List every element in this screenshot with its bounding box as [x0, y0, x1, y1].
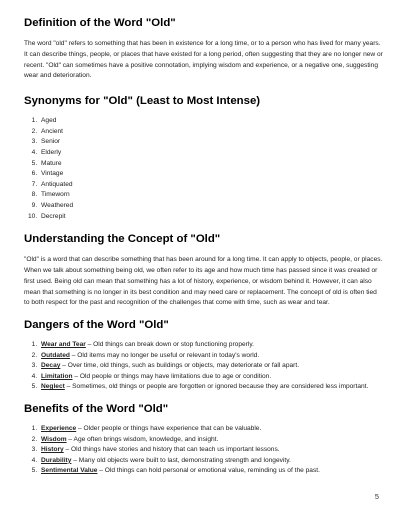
definition-paragraph: The word "old" refers to something that has been in existence for a long time, or to a person who has lived for many years. It can describe things, people, or places that have existed for a long period, often suggesting that they are no longer new or recent. "Old" can sometimes have a positive connotation, implying wisdom and experience, or a negative one, suggesting wear and deterioration. — [24, 40, 383, 80]
synonym-item: 9. Weathered — [39, 201, 384, 212]
danger-term: Decay — [41, 362, 61, 370]
benefit-text: – Age often brings wisdom, knowledge, and insight. — [66, 435, 219, 443]
danger-item — [39, 351, 384, 362]
document-page — [24, 16, 384, 477]
benefit-text: – Old things have stories and history that can teach us important lessons. — [63, 446, 280, 454]
danger-item — [39, 382, 384, 393]
benefit-term: Wisdom — [41, 435, 67, 443]
benefit-item — [39, 445, 384, 456]
dangers-list — [24, 340, 384, 393]
danger-term: Limitation — [41, 372, 73, 380]
benefit-text: – Many old objects were built to last, demonstrating strength and longevity. — [71, 456, 291, 464]
synonym-item: 10. Decrepit — [39, 212, 384, 223]
synonyms-heading: Synonyms for "Old" (Least to Most Intense) — [24, 95, 261, 108]
danger-term: Neglect — [41, 383, 65, 391]
synonyms-list — [24, 116, 384, 222]
benefit-item — [39, 466, 384, 477]
benefit-text: – Older people or things have experience that can be valuable. — [76, 425, 262, 433]
danger-term: Outdated — [41, 351, 70, 359]
danger-item — [39, 372, 384, 383]
benefit-term: Sentimental Value — [41, 467, 98, 475]
synonym-item: 3. Senior — [39, 137, 384, 148]
benefit-term: Durability — [41, 456, 72, 464]
synonym-item: 6. Vintage — [39, 169, 384, 180]
benefits-list — [24, 424, 384, 477]
definition-heading: Definition of the Word "Old" — [24, 17, 176, 29]
benefit-text: – Old things can hold personal or emotional value, reminding us of the past. — [97, 467, 320, 475]
synonym-item: 4. Elderly — [39, 148, 384, 159]
synonym-item: 2. Ancient — [39, 127, 384, 138]
danger-item — [39, 361, 384, 372]
danger-text: – Sometimes, old things or people are forgotten or ignored because they are considered less important. — [64, 383, 369, 391]
benefit-item — [39, 435, 384, 446]
danger-text: – Old people or things may have limitations due to age or condition. — [72, 372, 272, 380]
page-number: 5 — [374, 492, 379, 501]
danger-term: Wear and Tear — [41, 341, 86, 349]
benefit-term: History — [41, 446, 64, 454]
concept-heading: Understanding the Concept of "Old" — [24, 233, 221, 246]
danger-text: – Over time, old things, such as buildings or objects, may deteriorate or fall apart. — [60, 362, 300, 370]
danger-item — [39, 340, 384, 351]
benefit-item — [39, 456, 384, 467]
benefits-heading: Benefits of the Word "Old" — [24, 403, 169, 416]
dangers-heading: Dangers of the Word "Old" — [24, 319, 169, 332]
danger-text: – Old things can break down or stop functioning properly. — [85, 341, 254, 349]
synonym-item: 5. Mature — [39, 159, 384, 170]
benefit-item — [39, 424, 384, 435]
synonym-item: 7. Antiquated — [39, 180, 384, 191]
danger-text: – Old items may no longer be useful or relevant in today's world. — [69, 351, 260, 359]
concept-paragraph: "Old" is a word that can describe something that has been around for a long time. It can apply to objects, people, or places. When we talk about something being old, we often refer to its age and how much time has passed since it was created or first used. Being old can mean that something has a lot of history, experience, or wisdom behind it. However, it can also mean that something is no longer in its best condition and may need care or replacement. The concept of old is often tied to both respect for the past and recognition of the challenges that come with time, such as wear and tear. — [24, 256, 383, 307]
synonym-item: 1. Aged — [39, 116, 384, 127]
synonym-item: 8. Timeworn — [39, 190, 384, 201]
benefit-term: Experience — [41, 425, 77, 433]
